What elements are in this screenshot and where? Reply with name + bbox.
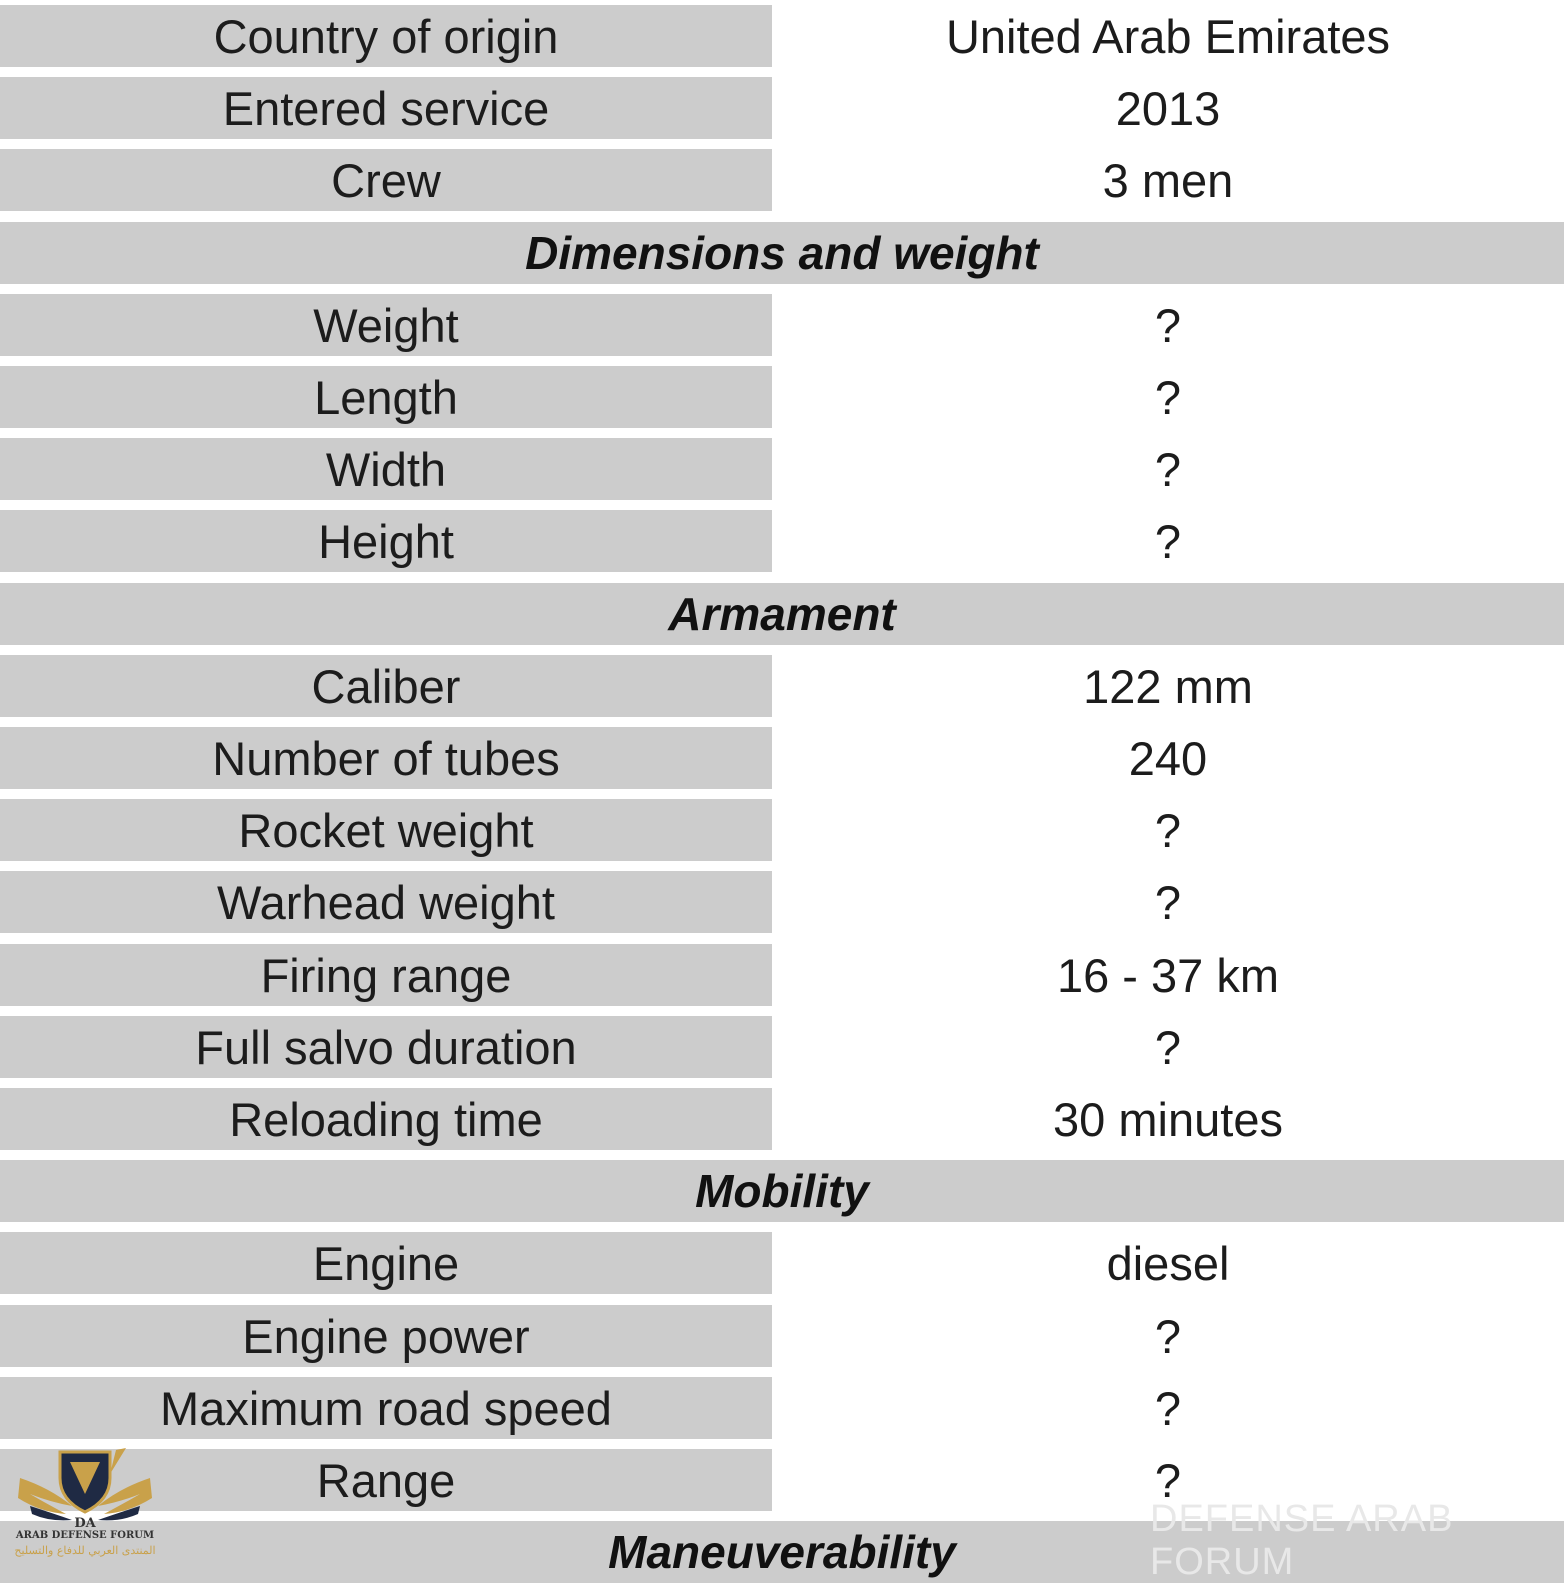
row-label: Range [0,1449,772,1511]
row-value: 240 [1128,731,1208,785]
table-row [0,727,1564,789]
table-row [0,510,1564,572]
forum-logo [10,1448,160,1564]
row-value: ? [1154,1453,1182,1507]
row-value: 122 mm [1083,659,1253,713]
table-row [0,1232,1564,1294]
row-value: ? [1154,803,1182,857]
row-label: Engine [0,1232,772,1294]
logo-text: ARAB DEFENSE FORUM [15,1530,155,1541]
table-row [0,1088,1564,1150]
row-label: Warhead weight [0,871,772,933]
row-value: ? [1154,442,1182,496]
row-value: ? [1154,875,1182,929]
table-row [0,944,1564,1006]
row-value: 2013 [1115,81,1221,135]
row-value: ? [1154,1020,1182,1074]
table-row [0,149,1564,211]
row-label: Engine power [0,1305,772,1367]
table-row [0,655,1564,717]
table-row [0,1377,1564,1439]
section-header: Armament [0,583,1564,645]
table-row [0,871,1564,933]
row-label: Country of origin [0,5,772,67]
table-row [0,1016,1564,1078]
row-label: Caliber [0,655,772,717]
section-header: Dimensions and weight [0,222,1564,284]
row-label: Length [0,366,772,428]
table-row [0,294,1564,356]
row-label: Crew [0,149,772,211]
row-label: Width [0,438,772,500]
row-label: Maximum road speed [0,1377,772,1439]
section-header: Maneuverability [0,1521,1564,1583]
row-label: Number of tubes [0,727,772,789]
row-value: ? [1154,1381,1182,1435]
row-value: diesel [1106,1236,1230,1290]
table-row [0,799,1564,861]
row-label: Entered service [0,77,772,139]
table-row [0,438,1564,500]
watermark: DEFENSE ARAB FORUM [1150,1498,1454,1583]
row-label: Height [0,510,772,572]
row-value: 30 minutes [1053,1092,1283,1146]
row-value: 3 men [1102,153,1234,207]
table-row [0,5,1564,67]
row-label: Full salvo duration [0,1016,772,1078]
row-value: United Arab Emirates [945,9,1391,63]
row-label: Weight [0,294,772,356]
table-row [0,1305,1564,1367]
row-label: Firing range [0,944,772,1006]
row-value: ? [1154,298,1182,352]
logo-initials: DA [74,1516,96,1531]
logo-subtext: المنتدى العربي للدفاع والتسليح [14,1544,156,1557]
table-row [0,77,1564,139]
row-value: ? [1154,370,1182,424]
section-header: Mobility [0,1160,1564,1222]
row-label: Rocket weight [0,799,772,861]
row-label: Reloading time [0,1088,772,1150]
row-value: 16 - 37 km [1056,948,1280,1002]
row-value: ? [1154,514,1182,568]
table-row [0,366,1564,428]
row-value: ? [1154,1309,1182,1363]
